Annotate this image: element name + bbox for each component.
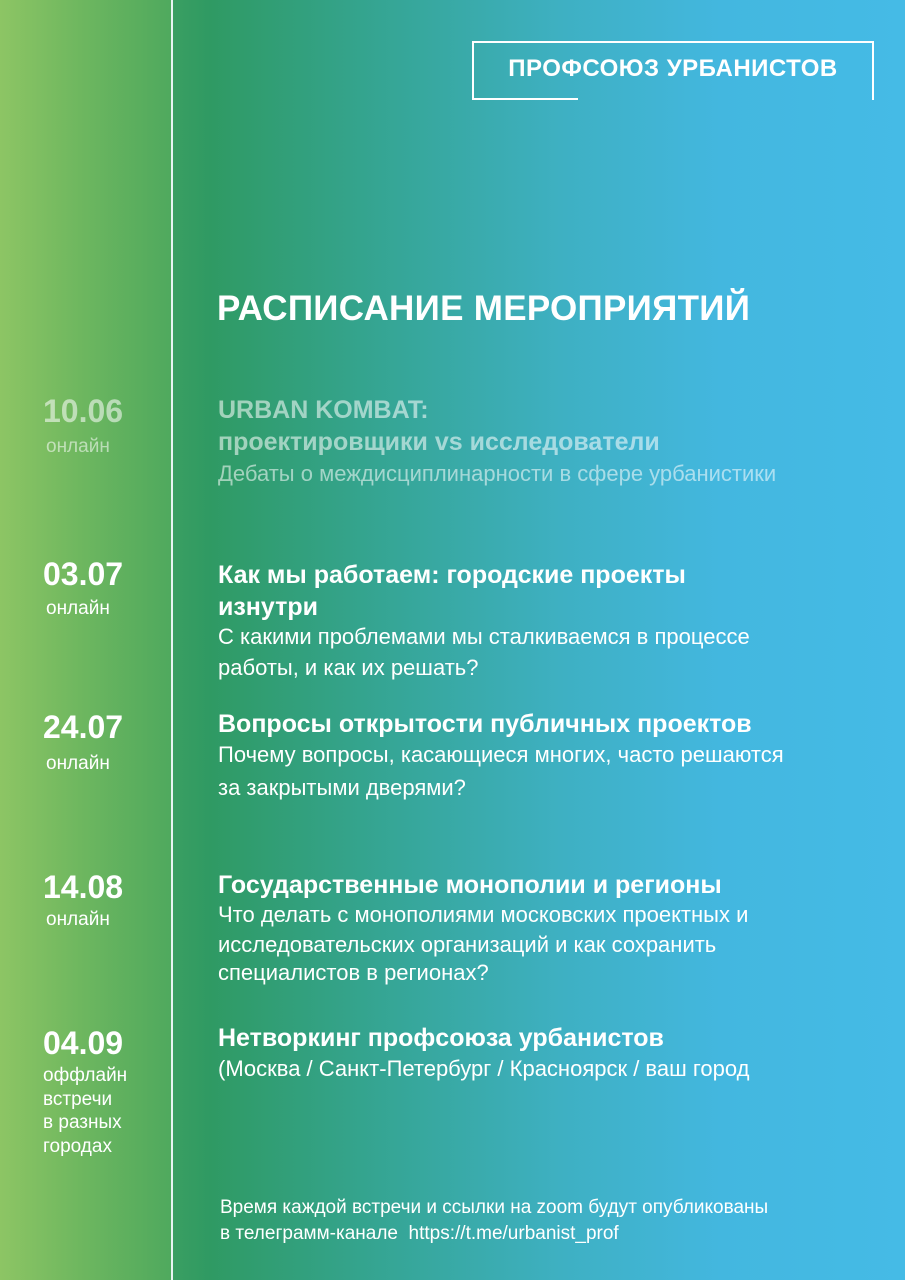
event-mode-line: городах <box>43 1135 112 1157</box>
event-title: проектировщики vs исследователи <box>218 428 660 456</box>
event-mode <box>43 1064 163 1158</box>
event-date: 10.06 <box>43 393 124 429</box>
event-title: изнутри <box>218 593 318 621</box>
event-mode: онлайн <box>46 598 110 619</box>
telegram-link[interactable]: https://t.me/urbanist_prof <box>408 1223 619 1244</box>
event-description: (Москва / Санкт-Петербург / Красноярск / ваш город <box>218 1056 750 1081</box>
event-description: Дебаты о междисциплинарности в сфере урбанистики <box>218 461 777 486</box>
event-description: С какими проблемами мы сталкиваемся в процессе <box>218 624 750 649</box>
footer-line: Время каждой встречи и ссылки на zoom будут опубликованы <box>220 1197 769 1218</box>
event-mode: онлайн <box>46 753 110 774</box>
event-mode-line: в разных <box>43 1112 122 1133</box>
event-mode: онлайн <box>46 909 110 930</box>
page-title: РАСПИСАНИЕ МЕРОПРИЯТИЙ <box>217 289 751 328</box>
event-description: Почему вопросы, касающиеся многих, часто решаются <box>218 742 784 767</box>
event-date: 14.08 <box>43 869 124 905</box>
footer-text: в телеграмм-канале <box>220 1223 398 1244</box>
event-title: Как мы работаем: городские проекты <box>218 561 686 589</box>
event-title: URBAN KOMBAT: <box>218 396 429 424</box>
event-title: Нетворкинг профсоюза урбанистов <box>218 1024 664 1052</box>
footer-note <box>220 1195 880 1247</box>
vertical-divider <box>171 0 173 1280</box>
brand-name: ПРОФСОЮЗ УРБАНИСТОВ <box>508 55 838 82</box>
footer-line <box>220 1221 880 1247</box>
event-mode: онлайн <box>46 436 110 457</box>
event-description: исследовательских организаций и как сохранить <box>218 932 717 957</box>
event-title: Вопросы открытости публичных проектов <box>218 710 752 738</box>
event-title: Государственные монополии и регионы <box>218 871 722 899</box>
event-mode-line: встречи <box>43 1088 113 1110</box>
event-date: 03.07 <box>43 556 124 592</box>
brand-frame-top <box>472 41 874 43</box>
event-description: за закрытыми дверями? <box>218 775 466 800</box>
brand-frame <box>472 41 874 99</box>
event-date: 04.09 <box>43 1025 124 1061</box>
event-mode-line: оффлайн <box>43 1065 128 1086</box>
brand-frame-bottom <box>472 98 578 100</box>
event-description: Что делать с монополиями московских проектных и <box>218 902 749 927</box>
event-description: работы, и как их решать? <box>218 655 479 680</box>
event-date: 24.07 <box>43 709 124 745</box>
event-description: специалистов в регионах? <box>218 960 489 985</box>
